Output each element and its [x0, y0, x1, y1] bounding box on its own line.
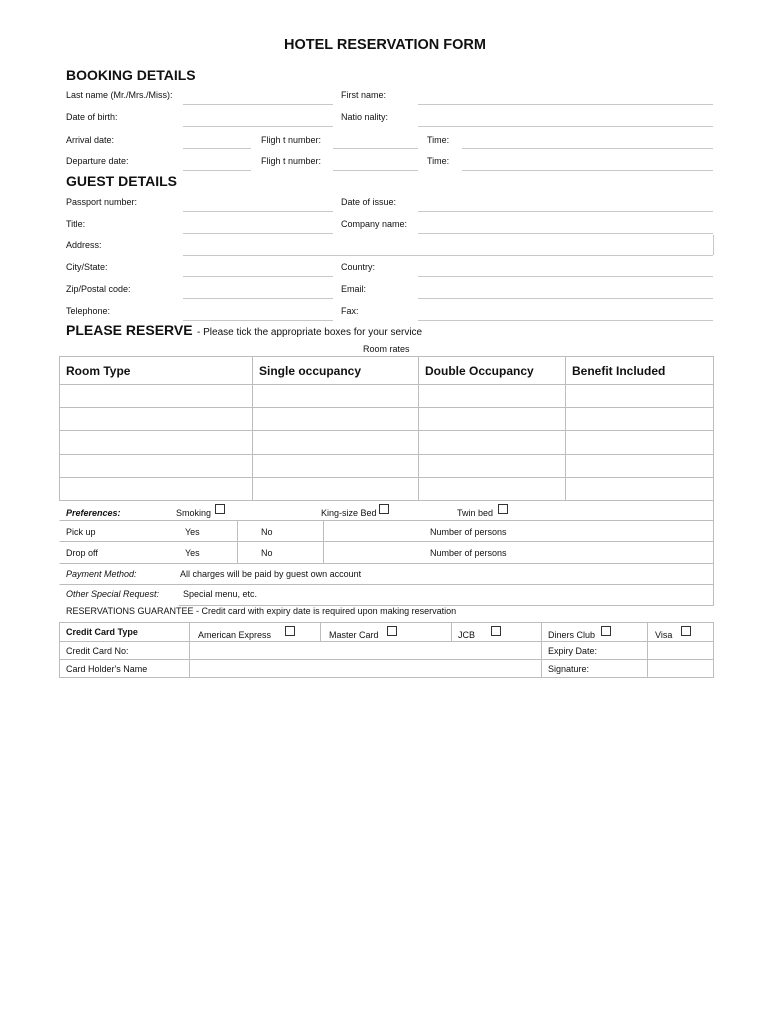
pick-up-no-option[interactable]: No [261, 527, 273, 537]
credit-card-number-field[interactable] [190, 642, 541, 659]
diners-club-label: Diners Club [548, 630, 596, 640]
pick-up-persons-label: Number of persons [430, 527, 507, 537]
time-label-1: Time: [427, 135, 450, 145]
city-label: City/State: [66, 262, 108, 272]
telephone-label: Telephone: [66, 306, 111, 316]
signature-label: Signature: [548, 664, 590, 674]
expiry-date-label: Expiry Date: [548, 646, 598, 656]
reserve-note: - Please tick the appropriate boxes for your service [197, 327, 423, 338]
col-single-occupancy: Single occupancy [259, 364, 362, 378]
col-room-type: Room Type [66, 364, 131, 378]
payment-method-value: All charges will be paid by guest own account [180, 569, 362, 579]
col-double-occupancy: Double Occupancy [425, 364, 534, 378]
reservation-guarantee-note: RESERVATIONS GUARANTEE - Credit card with expiry date is required upon making reservation [66, 606, 457, 616]
room-rates-label: Room rates [363, 344, 410, 354]
nationality-label: Natio nality: [341, 112, 389, 122]
master-card-label: Master Card [329, 630, 379, 640]
jcb-label: JCB [458, 630, 476, 640]
twin-bed-checkbox[interactable] [498, 504, 508, 514]
departure-label: Departure date: [66, 156, 129, 166]
drop-off-persons-label: Number of persons [430, 548, 507, 558]
room-type-cell-3[interactable] [60, 431, 252, 454]
pick-up-yes-option[interactable]: Yes [185, 527, 200, 537]
pick-up-label: Pick up [66, 527, 96, 537]
payment-method-label: Payment Method: [66, 569, 137, 579]
american-express-checkbox[interactable] [285, 626, 295, 636]
reserve-heading: PLEASE RESERVE [66, 322, 193, 338]
country-label: Country: [341, 262, 376, 272]
col-benefit-included: Benefit Included [572, 364, 666, 378]
smoking-label: Smoking [176, 508, 212, 518]
last-name-label: Last name (Mr./Mrs./Miss): [66, 90, 173, 100]
master-card-checkbox[interactable] [387, 626, 397, 636]
king-size-bed-label: King-size Bed [321, 508, 377, 518]
diners-club-checkbox[interactable] [601, 626, 611, 636]
arrival-label: Arrival date: [66, 135, 115, 145]
visa-checkbox[interactable] [681, 626, 691, 636]
date-of-issue-label: Date of issue: [341, 197, 397, 207]
passport-label: Passport number: [66, 197, 138, 207]
card-holder-name-field[interactable] [190, 660, 541, 677]
booking-details-heading: BOOKING DETAILS [66, 67, 196, 83]
smoking-checkbox[interactable] [215, 504, 225, 514]
twin-bed-label: Twin bed [457, 508, 494, 518]
zip-label: Zip/Postal code: [66, 284, 131, 294]
first-name-label: First name: [341, 90, 387, 100]
drop-off-no-option[interactable]: No [261, 548, 273, 558]
american-express-label: American Express [198, 630, 272, 640]
email-label: Email: [341, 284, 367, 294]
fax-label: Fax: [341, 306, 359, 316]
dob-label: Date of birth: [66, 112, 118, 122]
special-request-value: Special menu, etc. [183, 589, 258, 599]
title-label: Title: [66, 219, 86, 229]
visa-label: Visa [655, 630, 673, 640]
special-request-label: Other Special Request: [66, 589, 160, 599]
expiry-date-field[interactable] [648, 642, 713, 659]
room-type-cell-4[interactable] [60, 455, 252, 477]
credit-card-number-label: Credit Card No: [66, 646, 129, 656]
room-type-cell-5[interactable] [60, 478, 252, 500]
address-label: Address: [66, 240, 102, 250]
guest-details-heading: GUEST DETAILS [66, 173, 177, 189]
preferences-label: Preferences: [66, 508, 121, 518]
room-type-cell-1[interactable] [60, 385, 252, 407]
form-title: HOTEL RESERVATION FORM [284, 37, 486, 53]
drop-off-yes-option[interactable]: Yes [185, 548, 200, 558]
flight-number-label-1: Fligh t number: [261, 135, 322, 145]
flight-number-label-2: Fligh t number: [261, 156, 322, 166]
credit-card-type-label: Credit Card Type [66, 627, 138, 637]
king-size-bed-checkbox[interactable] [379, 504, 389, 514]
company-name-label: Company name: [341, 219, 408, 229]
signature-field[interactable] [648, 660, 713, 677]
drop-off-label: Drop off [66, 548, 98, 558]
room-type-cell-2[interactable] [60, 408, 252, 430]
jcb-checkbox[interactable] [491, 626, 501, 636]
time-label-2: Time: [427, 156, 450, 166]
card-holder-name-label: Card Holder's Name [66, 664, 148, 674]
